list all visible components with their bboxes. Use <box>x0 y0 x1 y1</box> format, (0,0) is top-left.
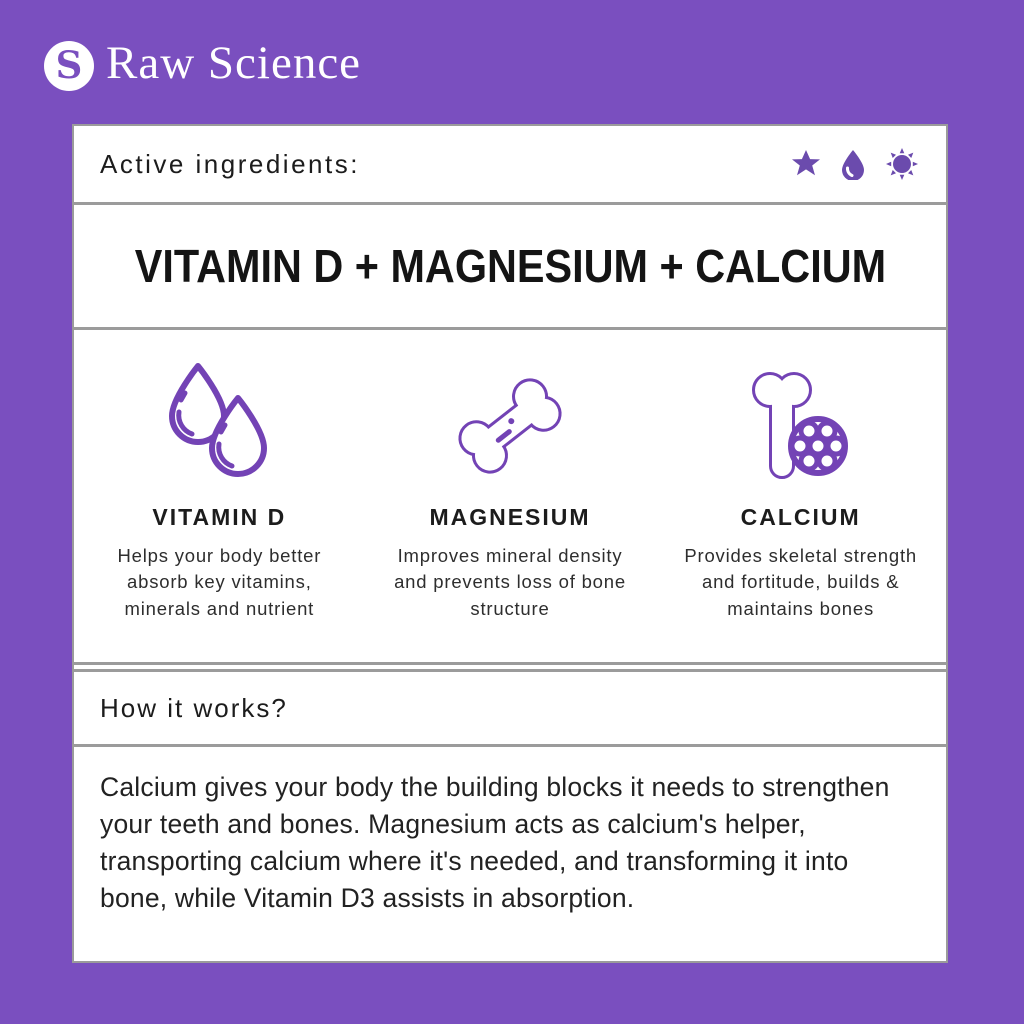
divider-double <box>74 662 946 672</box>
bone-mineral-ball-icon <box>726 356 876 498</box>
ingredient-vitamin-d <box>74 356 365 662</box>
ingredient-name: VITAMIN D <box>152 504 287 530</box>
title-section <box>74 205 946 327</box>
water-drops-icon <box>144 356 294 498</box>
ingredient-description: Helps your body better absorb key vitamins, minerals and nutrient <box>117 545 322 619</box>
ingredient-description: Improves mineral density and prevents loss of bone structure <box>394 545 626 619</box>
brand-name: Raw Science <box>106 37 362 89</box>
star-icon <box>790 148 822 180</box>
ingredient-magnesium <box>365 356 656 662</box>
page-title: VITAMIN D + MAGNESIUM + CALCIUM <box>134 240 886 292</box>
ingredients-section <box>74 330 946 662</box>
active-ingredients-section <box>74 126 946 202</box>
ingredient-description: Provides skeletal strength and fortitude, builds & maintains bones <box>684 545 917 619</box>
how-it-works-section <box>74 672 946 744</box>
how-it-works-body <box>74 747 946 961</box>
how-it-works-label: How it works? <box>100 692 288 723</box>
sun-icon <box>884 146 920 182</box>
ingredient-name: CALCIUM <box>740 504 861 530</box>
ingredient-name: MAGNESIUM <box>429 504 591 530</box>
brand-header <box>44 37 362 91</box>
brand-logo-icon: S <box>44 41 94 91</box>
active-ingredients-label: Active ingredients: <box>100 148 360 179</box>
ingredient-calcium <box>655 356 946 662</box>
info-card <box>72 124 948 963</box>
bone-icon <box>435 356 585 498</box>
benefit-icons <box>790 146 920 182</box>
drop-icon <box>837 148 869 180</box>
how-it-works-text: Calcium gives your body the building blocks it needs to strengthen your teeth and bones. Magnesium acts as calcium's helper, transporting calcium where it's needed, and transforming it into bone, while Vitamin D3 assists in absorption. <box>100 772 890 913</box>
